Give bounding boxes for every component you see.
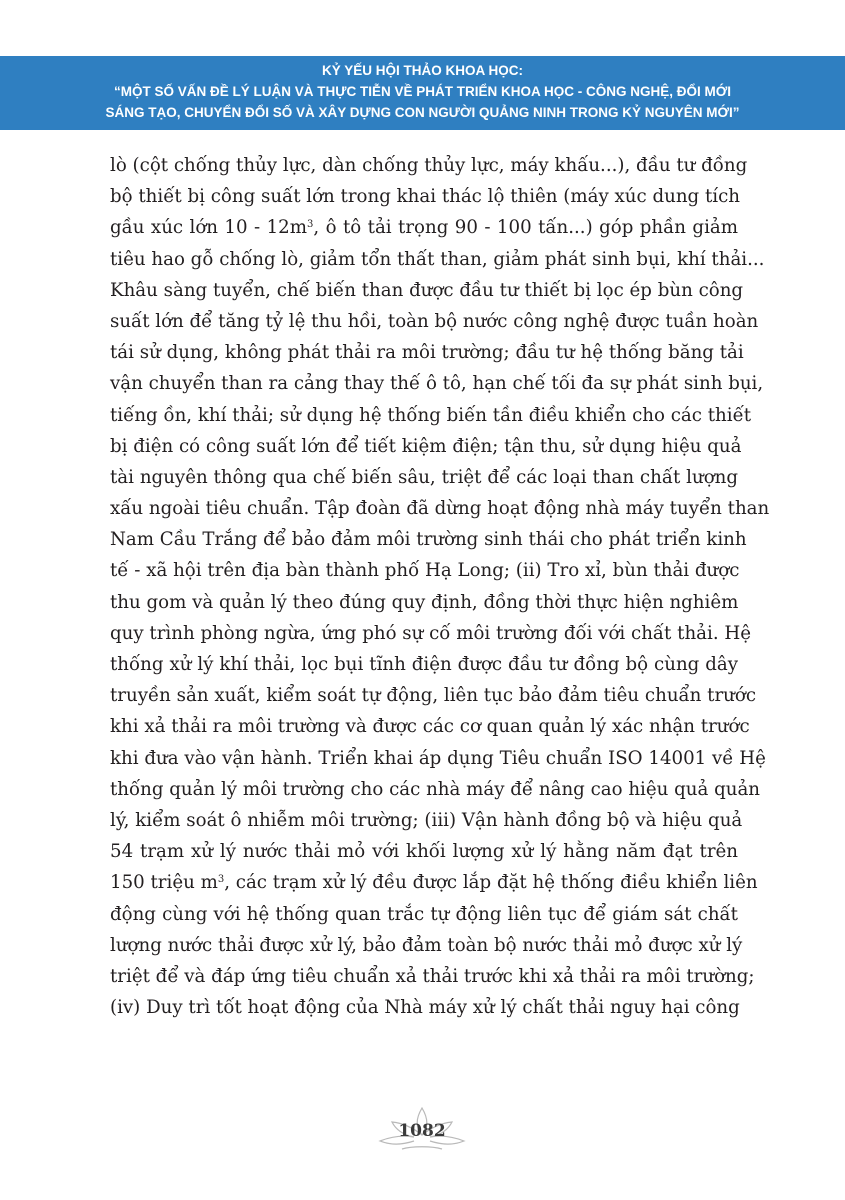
header-line-3: SÁNG TẠO, CHUYỂN ĐỔI SỐ VÀ XÂY DỰNG CON NGƯỜI QUẢNG NINH TRONG KỶ NGUYÊN MỚI” [105,105,740,120]
text-line: xấu ngoài tiêu chuẩn. Tập đoàn đã dừng hoạt động nhà máy tuyển than [110,498,770,520]
body-text [110,150,770,1023]
text-line: khi xả thải ra môi trường và được các cơ quan quản lý xác nhận trước [110,716,750,738]
text-line: 54 trạm xử lý nước thải mỏ với khối lượng xử lý hằng năm đạt trên [110,841,738,863]
text-line: triệt để và đáp ứng tiêu chuẩn xả thải trước khi xả thải ra môi trường; [110,965,755,987]
page-number: 1082 [398,1121,446,1141]
text-line: Nam Cầu Trắng để bảo đảm môi trường sinh thái cho phát triển kinh [110,529,747,551]
header-line-1: KỶ YẾU HỘI THẢO KHOA HỌC: [321,63,523,78]
text-line: Khâu sàng tuyển, chế biến than được đầu tư thiết bị lọc ép bùn công [110,279,744,301]
text-line: thống quản lý môi trường cho các nhà máy để nâng cao hiệu quả quản [110,778,761,800]
superscript: 3 [306,219,314,231]
text-line: khi đưa vào vận hành. Triển khai áp dụng Tiêu chuẩn ISO 14001 về Hệ [110,747,766,769]
text-line [110,212,738,243]
text-segment: , ô tô tải trọng 90 - 100 tấn...) góp phần giảm [313,217,738,239]
text-segment: gầu xúc lớn 10 - 12m [110,217,307,239]
text-line: (iv) Duy trì tốt hoạt động của Nhà máy xử lý chất thải nguy hại công [110,997,740,1019]
text-line: bộ thiết bị công suất lớn trong khai thác lộ thiên (máy xúc dung tích [110,186,740,208]
text-line: thống xử lý khí thải, lọc bụi tĩnh điện được đầu tư đồng bộ cùng dây [110,654,738,675]
text-line: động cùng với hệ thống quan trắc tự động liên tục để giám sát chất [110,903,738,925]
text-line: quy trình phòng ngừa, ứng phó sự cố môi trường đối với chất thải. Hệ [110,622,752,644]
text-segment: , các trạm xử lý đều được lắp đặt hệ thống điều khiển liên [224,872,758,894]
text-line: lượng nước thải được xử lý, bảo đảm toàn bộ nước thải mỏ được xử lý [110,934,743,956]
header-line-2: “MỘT SỐ VẤN ĐỀ LÝ LUẬN VÀ THỰC TIỄN VỀ PHÁT TRIỂN KHOA HỌC - CÔNG NGHỆ, ĐỔI MỚI [114,84,731,99]
text-segment: 150 triệu m [110,872,218,894]
text-line: tái sử dụng, không phát thải ra môi trường; đầu tư hệ thống băng tải [110,342,744,364]
text-line: lý, kiểm soát ô nhiễm môi trường; (iii) Vận hành đồng bộ và hiệu quả [110,809,743,831]
text-line: lò (cột chống thủy lực, dàn chống thủy lực, máy khấu...), đầu tư đồng [110,155,748,176]
text-line: bị điện có công suất lớn để tiết kiệm điện; tận thu, sử dụng hiệu quả [110,435,742,457]
text-line: tiếng ồn, khí thải; sử dụng hệ thống biến tần điều khiển cho các thiết [110,404,752,426]
text-line: tế - xã hội trên địa bàn thành phố Hạ Long; (ii) Tro xỉ, bùn thải được [110,560,740,582]
text-line: truyền sản xuất, kiểm soát tự động, liên tục bảo đảm tiêu chuẩn trước [110,685,757,707]
text-line: tiêu hao gỗ chống lò, giảm tổn thất than, giảm phát sinh bụi, khí thải... [110,248,765,270]
superscript: 3 [217,874,225,886]
text-line [110,867,758,898]
text-line: thu gom và quản lý theo đúng quy định, đồng thời thực hiện nghiêm [110,591,739,613]
text-line: vận chuyển than ra cảng thay thế ô tô, hạn chế tối đa sự phát sinh bụi, [110,373,764,395]
text-line: suất lớn để tăng tỷ lệ thu hồi, toàn bộ nước công nghệ được tuần hoàn [110,310,759,332]
text-line: tài nguyên thông qua chế biến sâu, triệt để các loại than chất lượng [110,466,738,488]
conference-header [0,60,845,123]
